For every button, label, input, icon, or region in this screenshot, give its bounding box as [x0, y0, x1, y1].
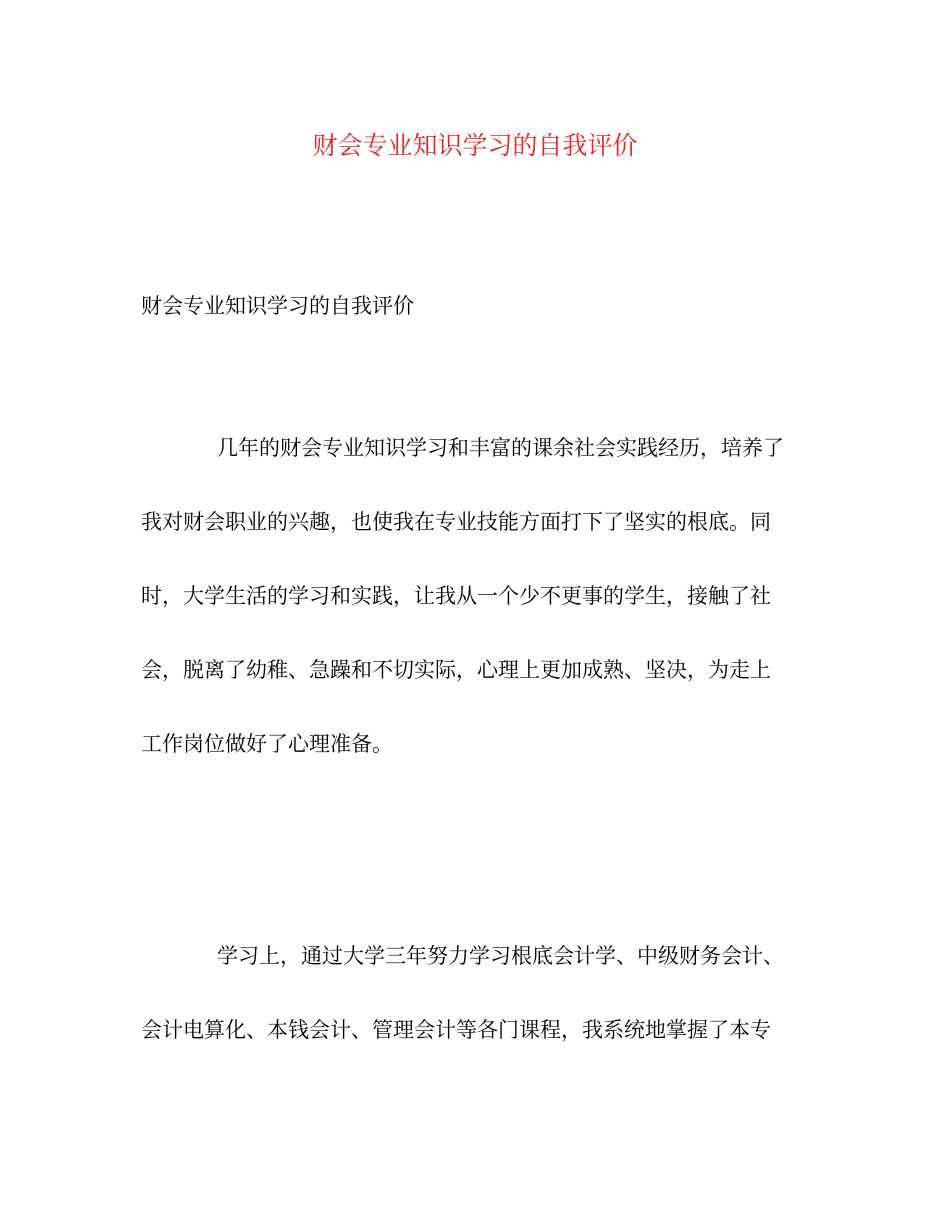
paragraph-line: 我对财会职业的兴趣，也使我在专业技能方面打下了坚实的根底。同 [141, 510, 771, 534]
document-title: 财会专业知识学习的自我评价 [312, 131, 638, 160]
paragraph-1 [141, 432, 784, 802]
paragraph-line: 会，脱离了幼稚、急躁和不切实际，心理上更加成熟、坚决，为走上 [141, 658, 771, 682]
paragraph-line: 几年的财会专业知识学习和丰富的课余社会实践经历，培养了 [217, 436, 784, 460]
paragraph-line: 学习上，通过大学三年努力学习根底会计学、中级财务会计、 [217, 944, 784, 968]
paragraph-line: 工作岗位做好了心理准备。 [141, 732, 393, 756]
paragraph-2 [141, 940, 784, 1088]
paragraph-line: 时，大学生活的学习和实践，让我从一个少不更事的学生，接触了社 [141, 584, 771, 608]
paragraph-line: 会计电算化、本钱会计、管理会计等各门课程，我系统地掌握了本专 [141, 1018, 771, 1042]
document-subtitle: 财会专业知识学习的自我评价 [141, 294, 414, 318]
